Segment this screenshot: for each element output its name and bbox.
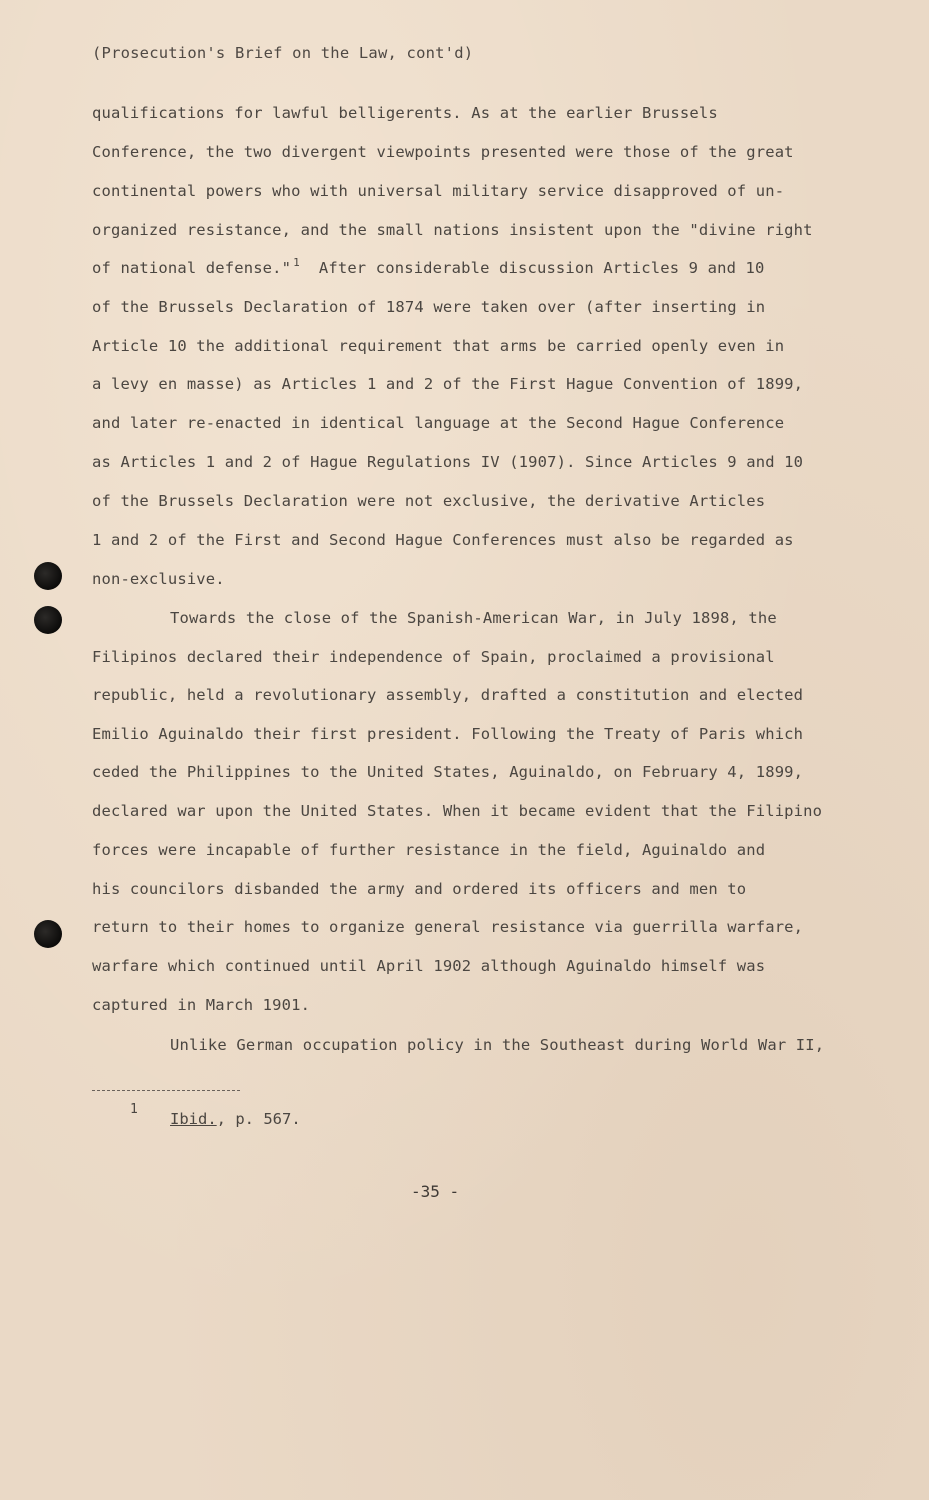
footnote-reference: 1 [293, 256, 300, 269]
text-line: warfare which continued until April 1902 although Aguinaldo himself was [92, 957, 766, 975]
footnote-citation: Ibid. [170, 1110, 217, 1128]
paragraph-first-line: Unlike German occupation policy in the Southeast during World War II, [170, 1036, 825, 1054]
text-line: continental powers who with universal military service disapproved of un- [92, 182, 785, 200]
text-line: republic, held a revolutionary assembly, drafted a constitution and elected [92, 686, 804, 704]
text-line: his councilors disbanded the army and ordered its officers and men to [92, 880, 747, 898]
text-line: Conference, the two divergent viewpoints presented were those of the great [92, 143, 794, 161]
text-line: of the Brussels Declaration of 1874 were taken over (after inserting in [92, 298, 766, 316]
text-line: Emilio Aguinaldo their first president. Following the Treaty of Paris which [92, 725, 804, 743]
footnote-page-ref: , p. 567. [216, 1110, 301, 1128]
text-line: ceded the Philippines to the United States, Aguinaldo, on February 4, 1899, [92, 763, 804, 781]
text-line: as Articles 1 and 2 of Hague Regulations IV (1907). Since Articles 9 and 10 [92, 453, 804, 471]
paragraph-first-line: Towards the close of the Spanish-American War, in July 1898, the [170, 609, 777, 627]
footnote-divider [92, 1090, 240, 1091]
page-number: -35 - [411, 1182, 460, 1201]
text-line-with-footnote-ref [92, 256, 765, 277]
text-line: Filipinos declared their independence of Spain, proclaimed a provisional [92, 648, 775, 666]
text-line: captured in March 1901. [92, 996, 311, 1014]
punch-hole-icon [34, 606, 62, 634]
punch-hole-icon [34, 920, 62, 948]
text-line: of the Brussels Declaration were not exclusive, the derivative Articles [92, 492, 766, 510]
text-line: qualifications for lawful belligerents. As at the earlier Brussels [92, 104, 718, 122]
text-line: non-exclusive. [92, 570, 225, 588]
text-segment: of national defense." [92, 259, 292, 277]
text-line: Article 10 the additional requirement that arms be carried openly even in [92, 337, 785, 355]
text-line: forces were incapable of further resistance in the field, Aguinaldo and [92, 841, 766, 859]
text-line: a levy en masse) as Articles 1 and 2 of the First Hague Convention of 1899, [92, 375, 804, 393]
text-segment: After considerable discussion Articles 9 and 10 [318, 259, 765, 277]
text-line: organized resistance, and the small nations insistent upon the "divine right [92, 221, 813, 239]
footnote-text [170, 1110, 301, 1128]
footnote-number: 1 [130, 1102, 138, 1117]
text-line: 1 and 2 of the First and Second Hague Conferences must also be regarded as [92, 531, 794, 549]
text-line: declared war upon the United States. When it became evident that the Filipino [92, 802, 823, 820]
text-line: and later re-enacted in identical language at the Second Hague Conference [92, 414, 785, 432]
running-header: (Prosecution's Brief on the Law, cont'd) [92, 44, 474, 62]
text-line: return to their homes to organize general resistance via guerrilla warfare, [92, 918, 804, 936]
punch-hole-icon [34, 562, 62, 590]
